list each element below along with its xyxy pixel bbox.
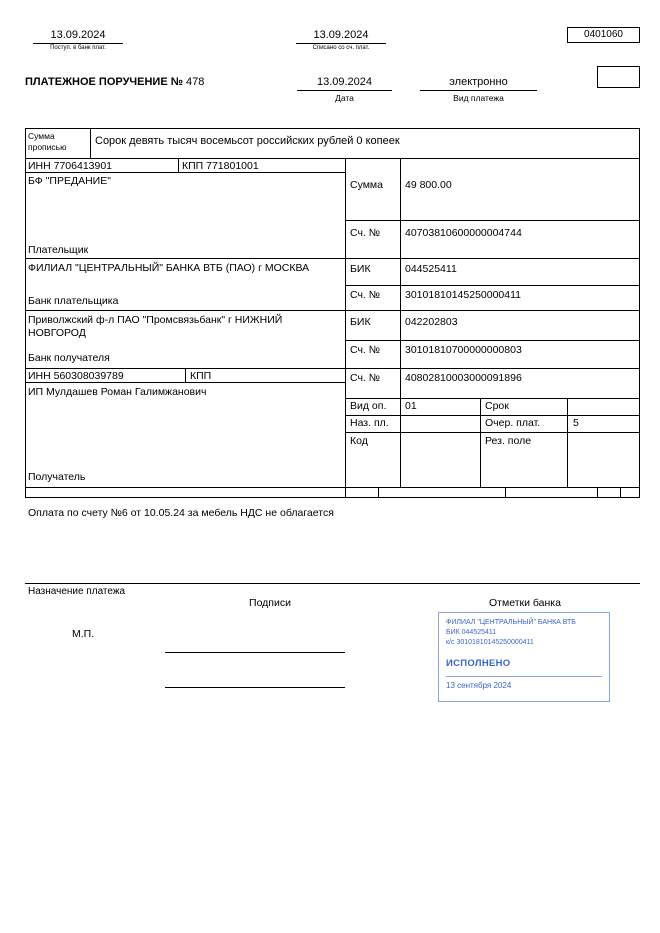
document-date-label: Дата — [335, 93, 354, 103]
payee-account-value: 40802810003000091896 — [405, 372, 522, 384]
document-date-underline — [297, 90, 392, 91]
date-received-value: 13.09.2024 — [50, 29, 106, 41]
date-received-underline — [33, 43, 123, 44]
table-line — [345, 340, 640, 341]
date-debited-underline — [296, 43, 386, 44]
payer-label: Плательщик — [28, 244, 89, 256]
payee-name: ИП Мулдашев Роман Галимжанович — [28, 386, 207, 398]
table-line — [178, 158, 179, 172]
table-line — [90, 128, 91, 158]
payee-bank-name: Приволжский ф-л ПАО "Промсвязьбанк" г НИЖНИЙ НОВГОРОД — [28, 314, 283, 339]
table-line — [185, 368, 186, 382]
payee-bank-bik-label: БИК — [350, 316, 371, 328]
payer-account-value: 40703810600000004744 — [405, 227, 522, 239]
signature-line-2 — [165, 687, 345, 688]
amount-words-value: Сорок девять тысяч восемьсот российских рублей 0 копеек — [95, 135, 400, 147]
payer-bank-account-value: 30101810145250000411 — [405, 289, 522, 301]
document-title — [25, 76, 204, 89]
empty-status-box — [597, 66, 640, 88]
table-line — [25, 128, 640, 129]
payee-account-label: Сч. № — [350, 372, 381, 384]
table-line — [505, 487, 506, 497]
stamp-bank-name: ФИЛИАЛ "ЦЕНТРАЛЬНЫЙ" БАНКА ВТБ — [446, 619, 576, 626]
amount-words-label: Сумма прописью — [28, 131, 67, 153]
payee-kpp-label: КПП — [190, 370, 212, 382]
date-debited-value: 13.09.2024 — [313, 29, 369, 41]
table-line — [597, 487, 598, 497]
form-code-box: 0401060 — [567, 27, 640, 43]
payee-bank-account-label: Сч. № — [350, 344, 381, 356]
term-label: Срок — [485, 400, 509, 412]
payee-bank-label: Банк получателя — [28, 352, 110, 364]
bank-marks-label: Отметки банка — [489, 597, 561, 609]
payer-bank-bik-label: БИК — [350, 263, 371, 275]
amount-sum-value: 49 800.00 — [405, 179, 452, 191]
signatures-label: Подписи — [249, 597, 291, 609]
payer-bank-account-label: Сч. № — [350, 289, 381, 301]
payer-name: БФ "ПРЕДАНИЕ" — [28, 175, 111, 187]
document-number: 478 — [186, 76, 205, 88]
table-line — [25, 258, 640, 259]
document-title-label: ПЛАТЕЖНОЕ ПОРУЧЕНИЕ № — [25, 76, 183, 88]
table-line — [400, 158, 401, 487]
payment-kind-value: электронно — [449, 76, 508, 88]
table-line — [345, 415, 640, 416]
document-date-value: 13.09.2024 — [316, 76, 373, 88]
stamp-bik: БИК 044525411 — [446, 629, 497, 637]
table-line — [378, 487, 379, 497]
table-line — [345, 398, 640, 399]
payer-bank-bik-value: 044525411 — [405, 263, 457, 275]
table-line — [639, 128, 640, 497]
table-line — [25, 368, 640, 369]
stamp-divider-line — [446, 676, 602, 677]
bank-stamp — [438, 612, 610, 702]
purpose-text: Оплата по счету №6 от 10.05.24 за мебель НДС не облагается — [28, 507, 334, 519]
signature-line-1 — [165, 652, 345, 653]
table-line — [25, 158, 640, 159]
payer-bank-label: Банк плательщика — [28, 295, 119, 307]
table-line — [25, 128, 26, 497]
amount-sum-label: Сумма — [350, 179, 383, 191]
payer-account-label: Сч. № — [350, 227, 381, 239]
purpose-underline — [25, 583, 640, 584]
payer-kpp: КПП 771801001 — [182, 160, 259, 172]
table-line — [620, 487, 621, 497]
stamp-status: ИСПОЛНЕНО — [446, 658, 511, 670]
table-line — [480, 398, 481, 487]
payee-inn: ИНН 560308039789 — [28, 370, 124, 382]
op-type-label: Вид оп. — [350, 400, 387, 412]
payee-bank-bik-value: 042202803 — [405, 316, 458, 328]
payment-kind-label: Вид платежа — [453, 93, 504, 103]
table-line — [25, 487, 640, 488]
table-line — [345, 432, 640, 433]
priority-value: 5 — [573, 417, 579, 429]
table-line — [25, 497, 640, 498]
purpose-label: Назначение платежа — [28, 586, 126, 597]
table-line — [345, 158, 346, 497]
stamp-date: 13 сентября 2024 — [446, 681, 512, 691]
table-line — [345, 220, 640, 221]
stamp-corr-account: к/с 30101810145250000411 — [446, 639, 534, 647]
table-line — [345, 285, 640, 286]
date-received-label: Поступ. в банк плат. — [50, 45, 106, 51]
table-line — [25, 310, 640, 311]
payee-bank-account-value: 30101810700000000803 — [405, 344, 522, 356]
reserve-field-label: Рез. поле — [485, 435, 532, 447]
mp-label: М.П. — [72, 628, 95, 640]
payment-kind-underline — [420, 90, 537, 91]
purpose-code-label: Наз. пл. — [350, 417, 389, 429]
payer-inn: ИНН 7706413901 — [28, 160, 113, 172]
op-type-value: 01 — [405, 400, 417, 412]
code-label: Код — [350, 435, 368, 447]
date-debited-label: Списано со сч. плат. — [312, 45, 370, 51]
payee-label: Получатель — [28, 471, 86, 483]
table-line — [567, 398, 568, 487]
priority-label: Очер. плат. — [485, 417, 541, 429]
payer-bank-name: ФИЛИАЛ "ЦЕНТРАЛЬНЫЙ" БАНКА ВТБ (ПАО) г МОСКВА — [28, 262, 310, 274]
